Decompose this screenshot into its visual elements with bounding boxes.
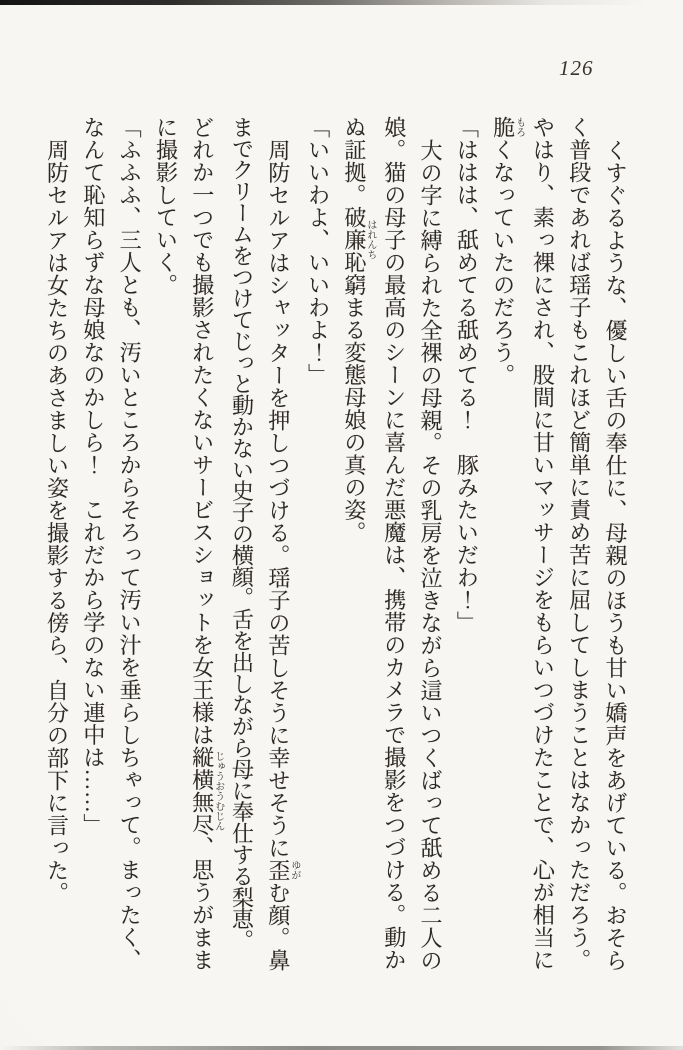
text-column: やはり、素っ裸にされ、股間に甘いマッサージをもらいつづけたことで、心が相当に xyxy=(530,116,556,971)
text-column: 「いいわよ、いいわよ！」 xyxy=(305,116,331,386)
scan-edge-top xyxy=(0,0,683,5)
text-column: 周防セルアは女たちのあさましい姿を撮影する傍ら、自分の部下に言った。 xyxy=(44,138,70,904)
ruby-annotated-word: 破廉恥はれんち xyxy=(341,206,376,274)
text-column: 大の字に縛られた全裸の母親。その乳房を泣きながら這いつくばって舐める二人の xyxy=(418,138,444,971)
text-column: 脆もろくなっていたのだろう。 xyxy=(490,116,525,386)
text-area xyxy=(38,116,633,974)
text-column: くすぐるような、優しい舌の奉仕に、母親のほうも甘い嬌声をあげている。おそら xyxy=(603,138,628,971)
text-column: に撮影していく。 xyxy=(153,116,179,296)
text-column: 「ははは、舐めてる舐めてる！ 豚みたいだわ！」 xyxy=(454,116,480,634)
ruby-annotated-word: 歪ゆが xyxy=(265,858,300,881)
scan-edge-bottom xyxy=(0,1046,683,1050)
ruby-annotated-word: 脆もろ xyxy=(490,116,525,139)
text-column: ぬ証拠。破廉恥はれんち窮まる変態母娘の真の姿。 xyxy=(341,116,376,544)
text-column: までクリームをつけてじっと動かない史子の横顔。舌を出しながら母に奉仕する梨恵。 xyxy=(229,116,255,951)
text-column: 「ふふふ、三人とも、汚いところからそろって汚い汁を垂らしちゃって。まったく、 xyxy=(117,116,143,971)
text-column: どれか一つでも撮影されたくないサービスショットを女王様は縦横無尽じゅうおうむじん、思うがまま xyxy=(189,116,224,971)
text-column: なんて恥知らずな母娘なのかしら！ これだから学のない連中は……」 xyxy=(80,116,106,836)
text-column: 娘。猫の母子の最高のシーンに喜んだ悪魔は、携帯のカメラで撮影をつづける。動か xyxy=(381,116,407,971)
text-column: く普段であれば瑶子もこれほど簡単に責め苦に屈してしまうことはなかっただろう。 xyxy=(566,116,592,971)
ruby-annotated-word: 縦横無尽じゅうおうむじん xyxy=(189,746,224,836)
page-number: 126 xyxy=(559,56,594,80)
text-column: 周防セルアはシャッターを押しつづける。瑶子の苦しそうに幸せそうに歪ゆがむ顔。鼻 xyxy=(265,138,300,971)
